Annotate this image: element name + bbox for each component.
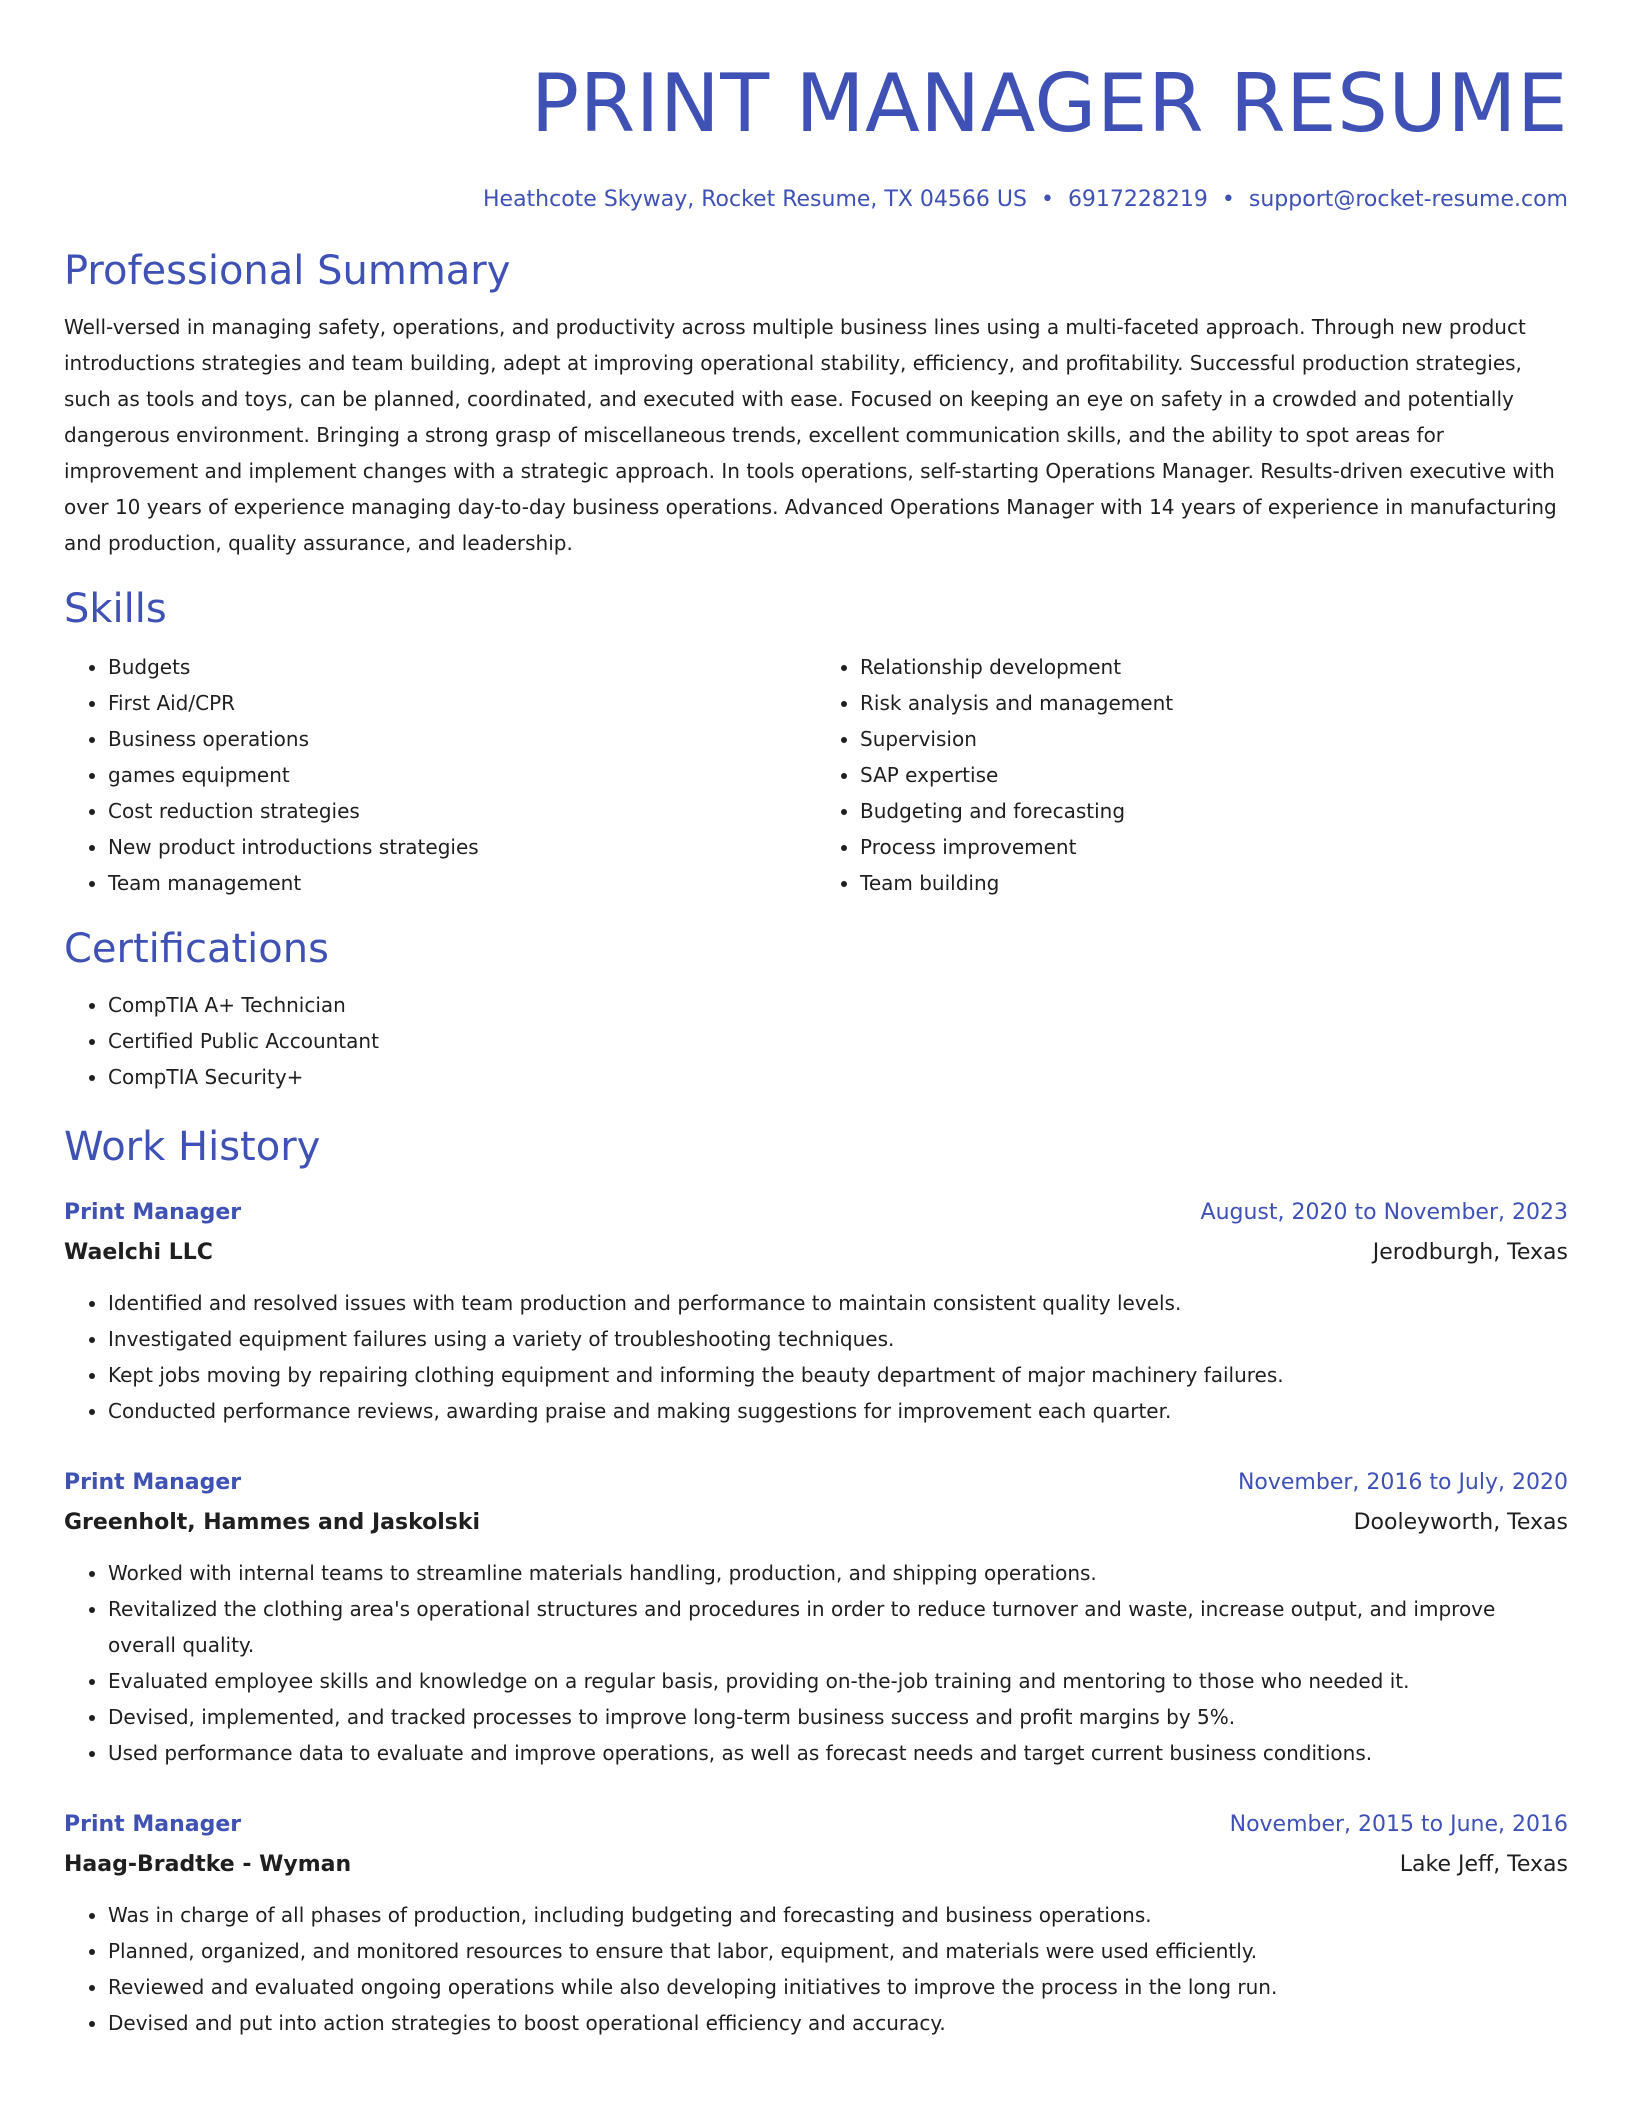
certification-item: • CompTIA Security+ [108, 1059, 1568, 1095]
job-duty: • Investigated equipment failures using a variety of troubleshooting techniques. [108, 1321, 1568, 1357]
skill-item: • SAP expertise [860, 757, 1568, 793]
skill-item: • Relationship development [860, 649, 1568, 685]
job-dates: August, 2020 to November, 2023 [1200, 1200, 1568, 1225]
job-duty: • Was in charge of all phases of production, including budgeting and forecasting and business operations. [108, 1897, 1568, 1933]
skill-item: • Business operations [108, 721, 816, 757]
skill-item: • Risk analysis and management [860, 685, 1568, 721]
job-duties-list [64, 1285, 1568, 1429]
job-entry [64, 1463, 1568, 1771]
job-title: Print Manager [64, 1200, 242, 1225]
resume-title: PRINT MANAGER RESUME [530, 57, 1568, 150]
contact-separator: • [1040, 187, 1054, 212]
job-company-row [64, 1233, 1568, 1273]
job-dates: November, 2015 to June, 2016 [1229, 1812, 1568, 1837]
job-duty: • Kept jobs moving by repairing clothing equipment and informing the beauty department of major machinery failures. [108, 1357, 1568, 1393]
skills-columns [64, 649, 1568, 901]
contact-email: support@rocket-resume.com [1248, 187, 1568, 212]
skill-item: • Team management [108, 865, 816, 901]
skill-item: • Cost reduction strategies [108, 793, 816, 829]
job-title: Print Manager [64, 1470, 242, 1495]
job-location: Dooleyworth, Texas [1353, 1510, 1568, 1535]
job-company: Greenholt, Hammes and Jaskolski [64, 1510, 481, 1535]
skill-item: • Budgeting and forecasting [860, 793, 1568, 829]
job-entry [64, 1193, 1568, 1429]
work-history-heading: Work History [64, 1124, 321, 1170]
job-company-row [64, 1845, 1568, 1885]
certifications-list [64, 987, 1568, 1095]
job-duty: • Planned, organized, and monitored resources to ensure that labor, equipment, and materials were used efficiently. [108, 1933, 1568, 1969]
job-location: Lake Jeff, Texas [1399, 1852, 1568, 1877]
skill-item: • Supervision [860, 721, 1568, 757]
skill-item: • Budgets [108, 649, 816, 685]
skills-left-list [64, 649, 816, 901]
job-header-row [64, 1805, 1568, 1845]
job-company: Haag-Bradtke - Wyman [64, 1852, 352, 1877]
contact-separator: • [1221, 187, 1235, 212]
job-company: Waelchi LLC [64, 1240, 213, 1265]
job-duty: • Devised, implemented, and tracked processes to improve long-term business success and profit margins by 5%. [108, 1699, 1568, 1735]
skill-item: • New product introductions strategies [108, 829, 816, 865]
job-title: Print Manager [64, 1812, 242, 1837]
job-duties-list [64, 1555, 1568, 1771]
certification-item: • CompTIA A+ Technician [108, 987, 1568, 1023]
job-location: Jerodburgh, Texas [1372, 1240, 1568, 1265]
job-dates: November, 2016 to July, 2020 [1237, 1470, 1568, 1495]
summary-heading: Professional Summary [64, 248, 511, 294]
certifications-heading: Certifications [64, 926, 329, 972]
skills-right-list [816, 649, 1568, 901]
job-company-row [64, 1503, 1568, 1543]
skills-heading: Skills [64, 586, 167, 632]
job-header-row [64, 1463, 1568, 1503]
skill-item: • Process improvement [860, 829, 1568, 865]
certification-item: • Certified Public Accountant [108, 1023, 1568, 1059]
job-duty: • Revitalized the clothing area's operational structures and procedures in order to reduce turnover and waste, increase output, and improve overall quality. [108, 1591, 1568, 1663]
contact-phone: 6917228219 [1067, 187, 1208, 212]
job-duty: • Identified and resolved issues with team production and performance to maintain consistent quality levels. [108, 1285, 1568, 1321]
job-duty: • Worked with internal teams to streamline materials handling, production, and shipping operations. [108, 1555, 1568, 1591]
job-entry [64, 1805, 1568, 2041]
contact-line [64, 185, 1568, 215]
job-header-row [64, 1193, 1568, 1233]
job-duty: • Conducted performance reviews, awarding praise and making suggestions for improvement each quarter. [108, 1393, 1568, 1429]
job-duty: • Reviewed and evaluated ongoing operations while also developing initiatives to improve the process in the long run. [108, 1969, 1568, 2005]
skill-item: • games equipment [108, 757, 816, 793]
contact-address: Heathcote Skyway, Rocket Resume, TX 04566 US [482, 187, 1027, 212]
skill-item: • Team building [860, 865, 1568, 901]
job-duty: • Devised and put into action strategies to boost operational efficiency and accuracy. [108, 2005, 1568, 2041]
resume-page [64, 0, 1568, 2041]
skill-item: • First Aid/CPR [108, 685, 816, 721]
job-duty: • Used performance data to evaluate and improve operations, as well as forecast needs and target current business conditions. [108, 1735, 1568, 1771]
job-duty: • Evaluated employee skills and knowledge on a regular basis, providing on-the-job training and mentoring to those who needed it. [108, 1663, 1568, 1699]
job-duties-list [64, 1897, 1568, 2041]
summary-text: Well-versed in managing safety, operations, and productivity across multiple business lines using a multi-faceted approach. Through new product introductions strategies and team building, adept at improving operational stability, efficiency, and profitability. Successful production strategies, such as tools and toys, can be planned, coordinated, and executed with ease. Focused on keeping an eye on safety in a crowded and potentially dangerous environment. Bringing a strong grasp of miscellaneous trends, excellent communication skills, and the ability to spot areas for improvement and implement changes with a strategic approach. In tools operations, self-starting Operations Manager. Results-driven executive with over 10 years of experience managing day-to-day business operations. Advanced Operations Manager with 14 years of experience in manufacturing and production, quality assurance, and leadership. [64, 315, 1557, 555]
